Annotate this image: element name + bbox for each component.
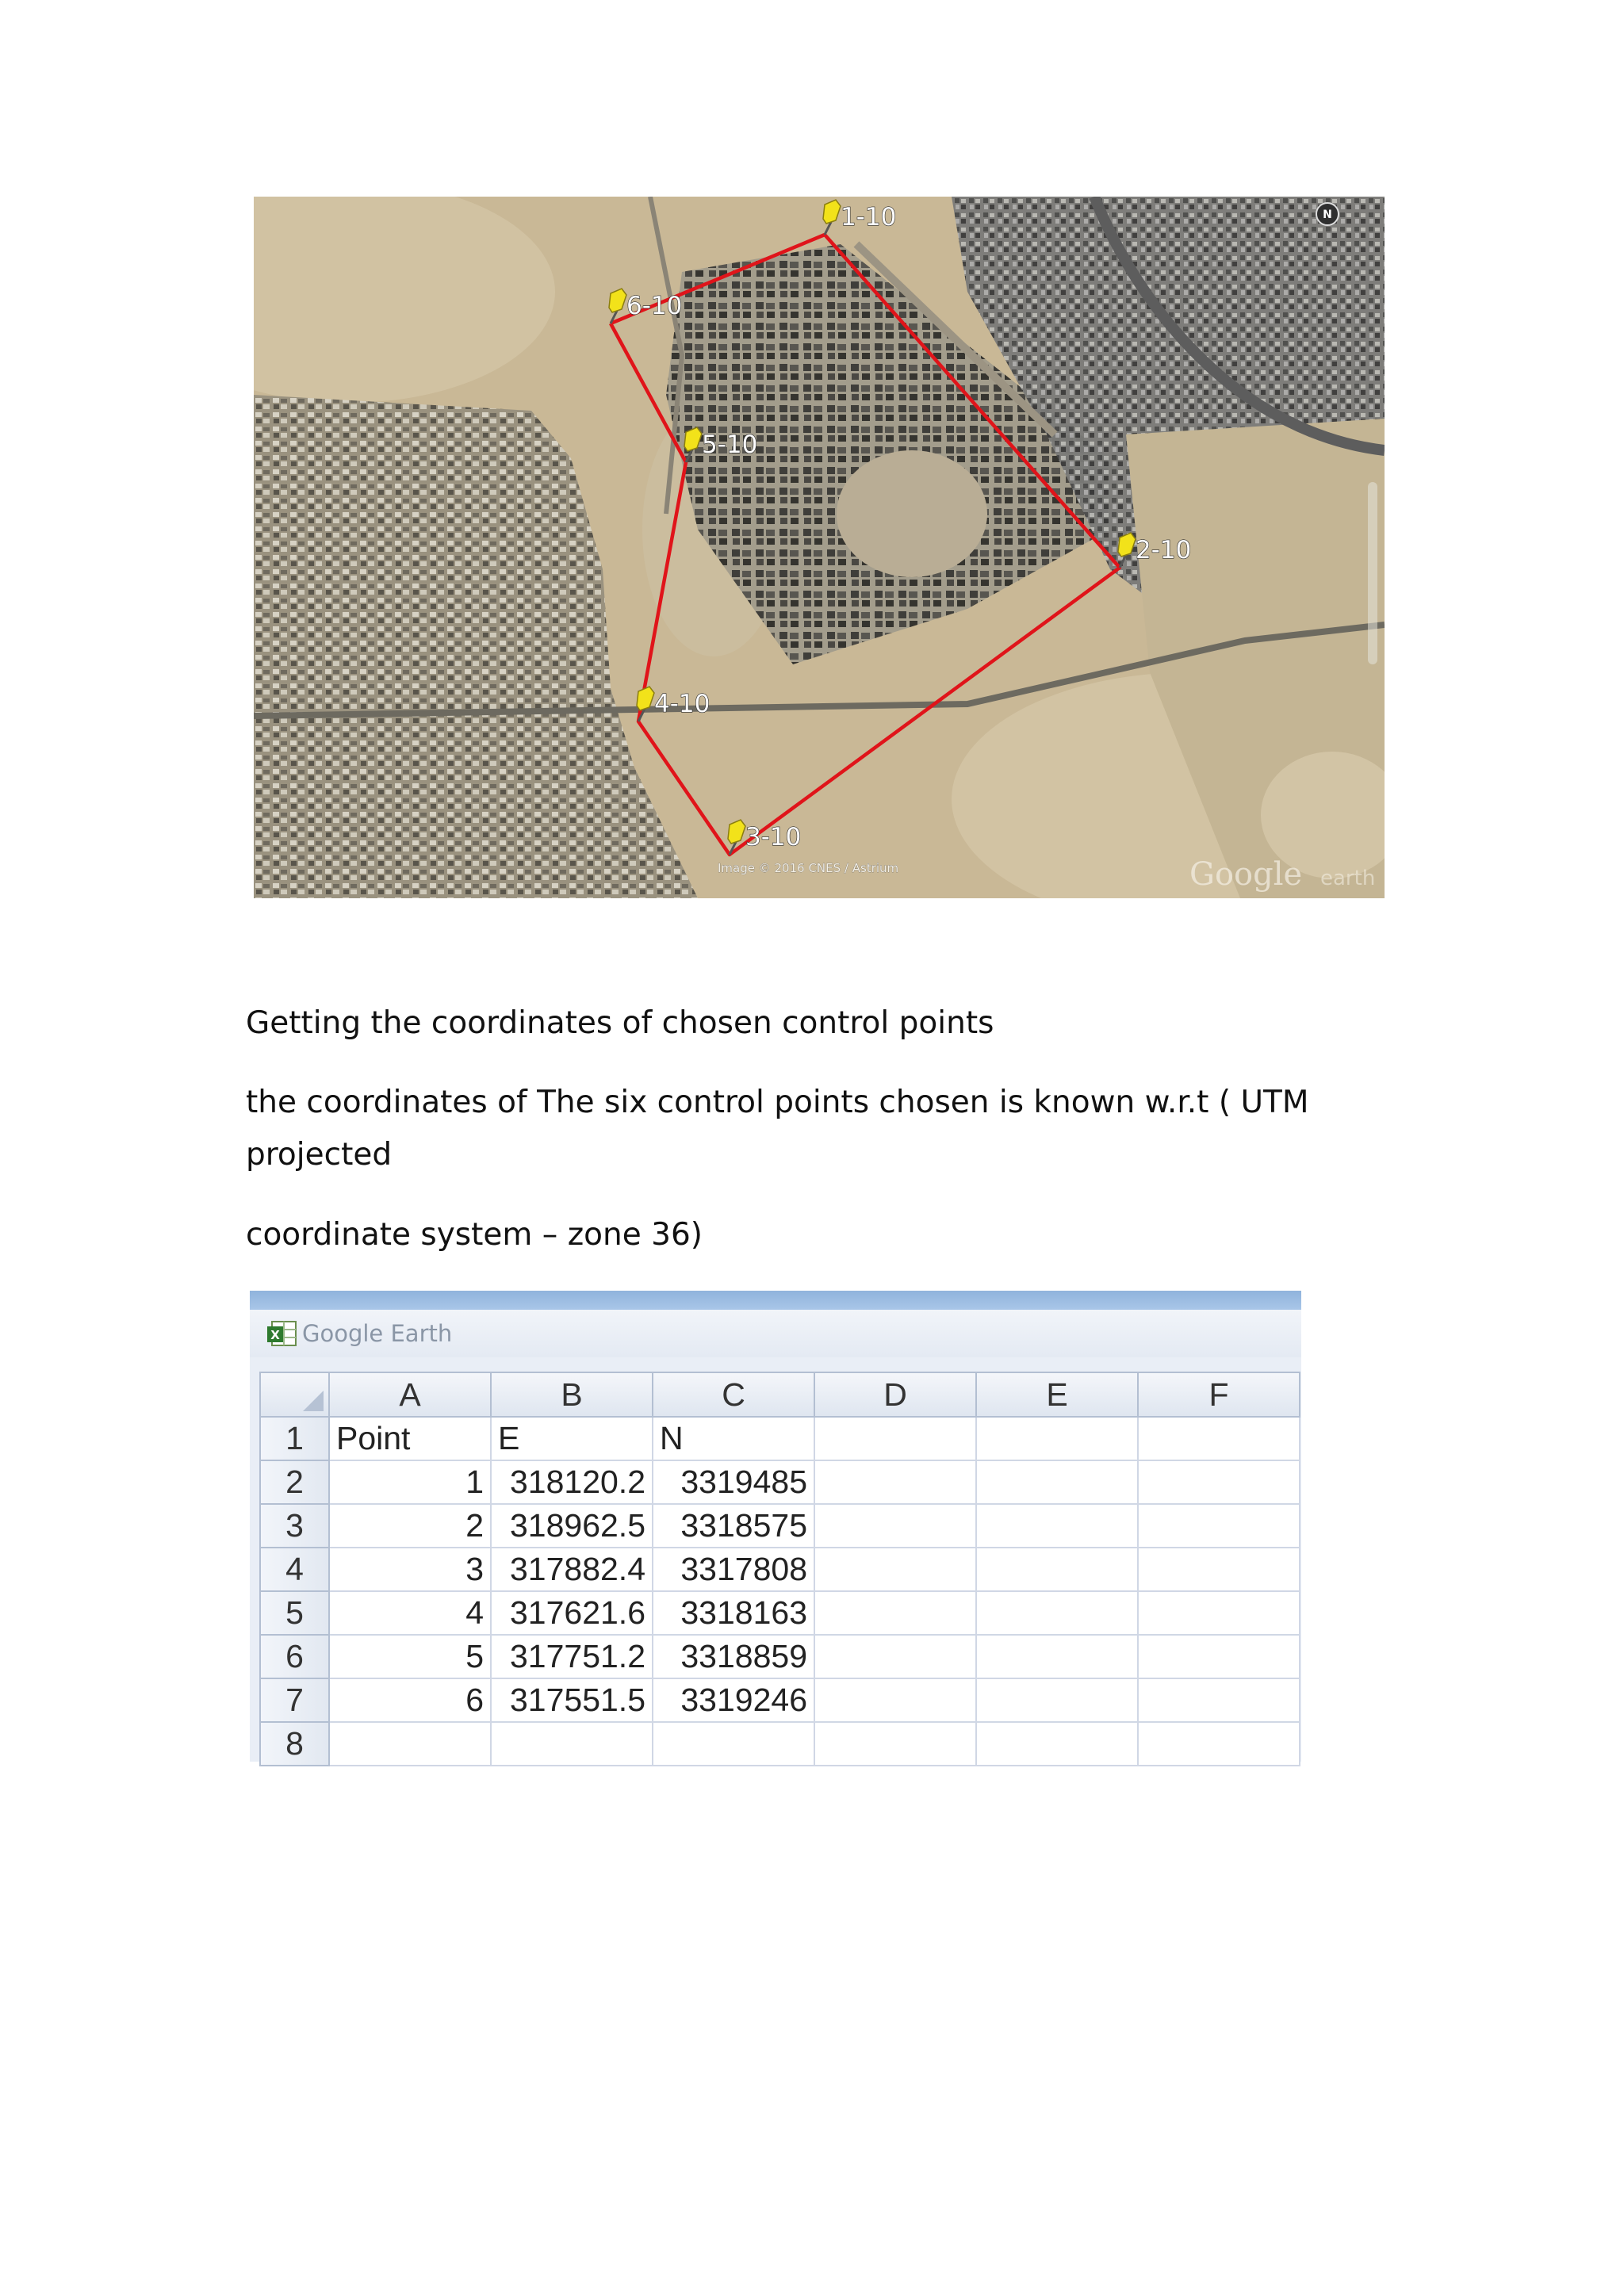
- north-label: N: [1323, 209, 1332, 221]
- cell[interactable]: [1138, 1678, 1300, 1722]
- cell[interactable]: [814, 1635, 976, 1678]
- cell[interactable]: 3: [329, 1548, 491, 1591]
- column-header-row: [260, 1372, 1300, 1417]
- body-paragraph: the coordinates of The six control points chosen is known w.r.t ( UTM projected: [246, 1085, 1309, 1173]
- imagery-credit: Image © 2016 CNES / Astrium: [718, 861, 899, 875]
- cell[interactable]: [976, 1722, 1138, 1766]
- table-row: [260, 1722, 1300, 1766]
- map-canvas: [254, 197, 1385, 898]
- table-row: [260, 1417, 1300, 1460]
- cell[interactable]: 3319246: [653, 1678, 814, 1722]
- column-header-e[interactable]: E: [976, 1372, 1138, 1417]
- cell[interactable]: [976, 1591, 1138, 1635]
- pin-label: 3-10: [745, 823, 802, 851]
- cell[interactable]: [976, 1548, 1138, 1591]
- pin-label: 2-10: [1136, 536, 1192, 564]
- cell[interactable]: [814, 1678, 976, 1722]
- cell[interactable]: [1138, 1417, 1300, 1460]
- cell[interactable]: E: [491, 1417, 653, 1460]
- cell[interactable]: N: [653, 1417, 814, 1460]
- zoom-slider[interactable]: [1368, 482, 1377, 664]
- spreadsheet-grid[interactable]: [259, 1372, 1300, 1766]
- cell[interactable]: Point: [329, 1417, 491, 1460]
- table-row: [260, 1678, 1300, 1722]
- table-row: [260, 1504, 1300, 1548]
- cell[interactable]: [814, 1504, 976, 1548]
- pin-label: 6-10: [626, 292, 683, 320]
- table-row: [260, 1635, 1300, 1678]
- pin-label: 1-10: [841, 203, 897, 232]
- ribbon-edge: [250, 1291, 1301, 1310]
- cell[interactable]: [1138, 1722, 1300, 1766]
- cell[interactable]: 1: [329, 1460, 491, 1504]
- cell[interactable]: 3318859: [653, 1635, 814, 1678]
- table-row: [260, 1591, 1300, 1635]
- north-badge[interactable]: [1316, 203, 1339, 225]
- cell[interactable]: [329, 1722, 491, 1766]
- pin-label: 4-10: [654, 690, 710, 718]
- cell[interactable]: [976, 1504, 1138, 1548]
- row-header[interactable]: 1: [260, 1417, 329, 1460]
- cell[interactable]: 318120.2: [491, 1460, 653, 1504]
- cell[interactable]: 317551.5: [491, 1678, 653, 1722]
- google-logo: Google: [1189, 856, 1303, 893]
- column-header-f[interactable]: F: [1138, 1372, 1300, 1417]
- cell[interactable]: 2: [329, 1504, 491, 1548]
- column-header-a[interactable]: A: [329, 1372, 491, 1417]
- cell[interactable]: [976, 1417, 1138, 1460]
- cell[interactable]: 4: [329, 1591, 491, 1635]
- cell[interactable]: 3319485: [653, 1460, 814, 1504]
- cell[interactable]: [976, 1678, 1138, 1722]
- cell[interactable]: [814, 1417, 976, 1460]
- column-header-d[interactable]: D: [814, 1372, 976, 1417]
- cell[interactable]: [1138, 1504, 1300, 1548]
- cell[interactable]: [1138, 1591, 1300, 1635]
- cell[interactable]: 5: [329, 1635, 491, 1678]
- cell[interactable]: [814, 1548, 976, 1591]
- cell[interactable]: 317621.6: [491, 1591, 653, 1635]
- row-header[interactable]: 6: [260, 1635, 329, 1678]
- row-header[interactable]: 2: [260, 1460, 329, 1504]
- column-header-c[interactable]: C: [653, 1372, 814, 1417]
- workbook-title: Google Earth: [302, 1320, 453, 1347]
- row-header[interactable]: 8: [260, 1722, 329, 1766]
- pin-label: 5-10: [702, 430, 758, 459]
- cell[interactable]: [976, 1635, 1138, 1678]
- row-header[interactable]: 3: [260, 1504, 329, 1548]
- cell[interactable]: 6: [329, 1678, 491, 1722]
- section-heading: Getting the coordinates of chosen control points: [246, 1005, 994, 1041]
- cell[interactable]: [1138, 1635, 1300, 1678]
- row-header[interactable]: 4: [260, 1548, 329, 1591]
- row-header[interactable]: 7: [260, 1678, 329, 1722]
- cell[interactable]: [1138, 1460, 1300, 1504]
- cell[interactable]: [1138, 1548, 1300, 1591]
- cell[interactable]: 3318575: [653, 1504, 814, 1548]
- column-header-b[interactable]: B: [491, 1372, 653, 1417]
- cell[interactable]: 317751.2: [491, 1635, 653, 1678]
- cell[interactable]: [814, 1460, 976, 1504]
- cell[interactable]: 3318163: [653, 1591, 814, 1635]
- table-row: [260, 1460, 1300, 1504]
- spreadsheet-screenshot: [250, 1291, 1301, 1762]
- body-paragraph-continued: coordinate system – zone 36): [246, 1217, 703, 1253]
- cell[interactable]: [653, 1722, 814, 1766]
- excel-icon: [267, 1320, 297, 1347]
- workbook-titlebar: [250, 1310, 1301, 1357]
- cell[interactable]: [491, 1722, 653, 1766]
- cell[interactable]: [814, 1591, 976, 1635]
- satellite-map: [254, 197, 1385, 898]
- google-earth-logo-suffix: earth: [1320, 867, 1376, 890]
- svg-text:X: X: [270, 1328, 280, 1342]
- table-row: [260, 1548, 1300, 1591]
- cell[interactable]: 317882.4: [491, 1548, 653, 1591]
- cell[interactable]: 318962.5: [491, 1504, 653, 1548]
- cell[interactable]: 3317808: [653, 1548, 814, 1591]
- select-all-corner[interactable]: [260, 1372, 329, 1417]
- cell[interactable]: [814, 1722, 976, 1766]
- row-header[interactable]: 5: [260, 1591, 329, 1635]
- cell[interactable]: [976, 1460, 1138, 1504]
